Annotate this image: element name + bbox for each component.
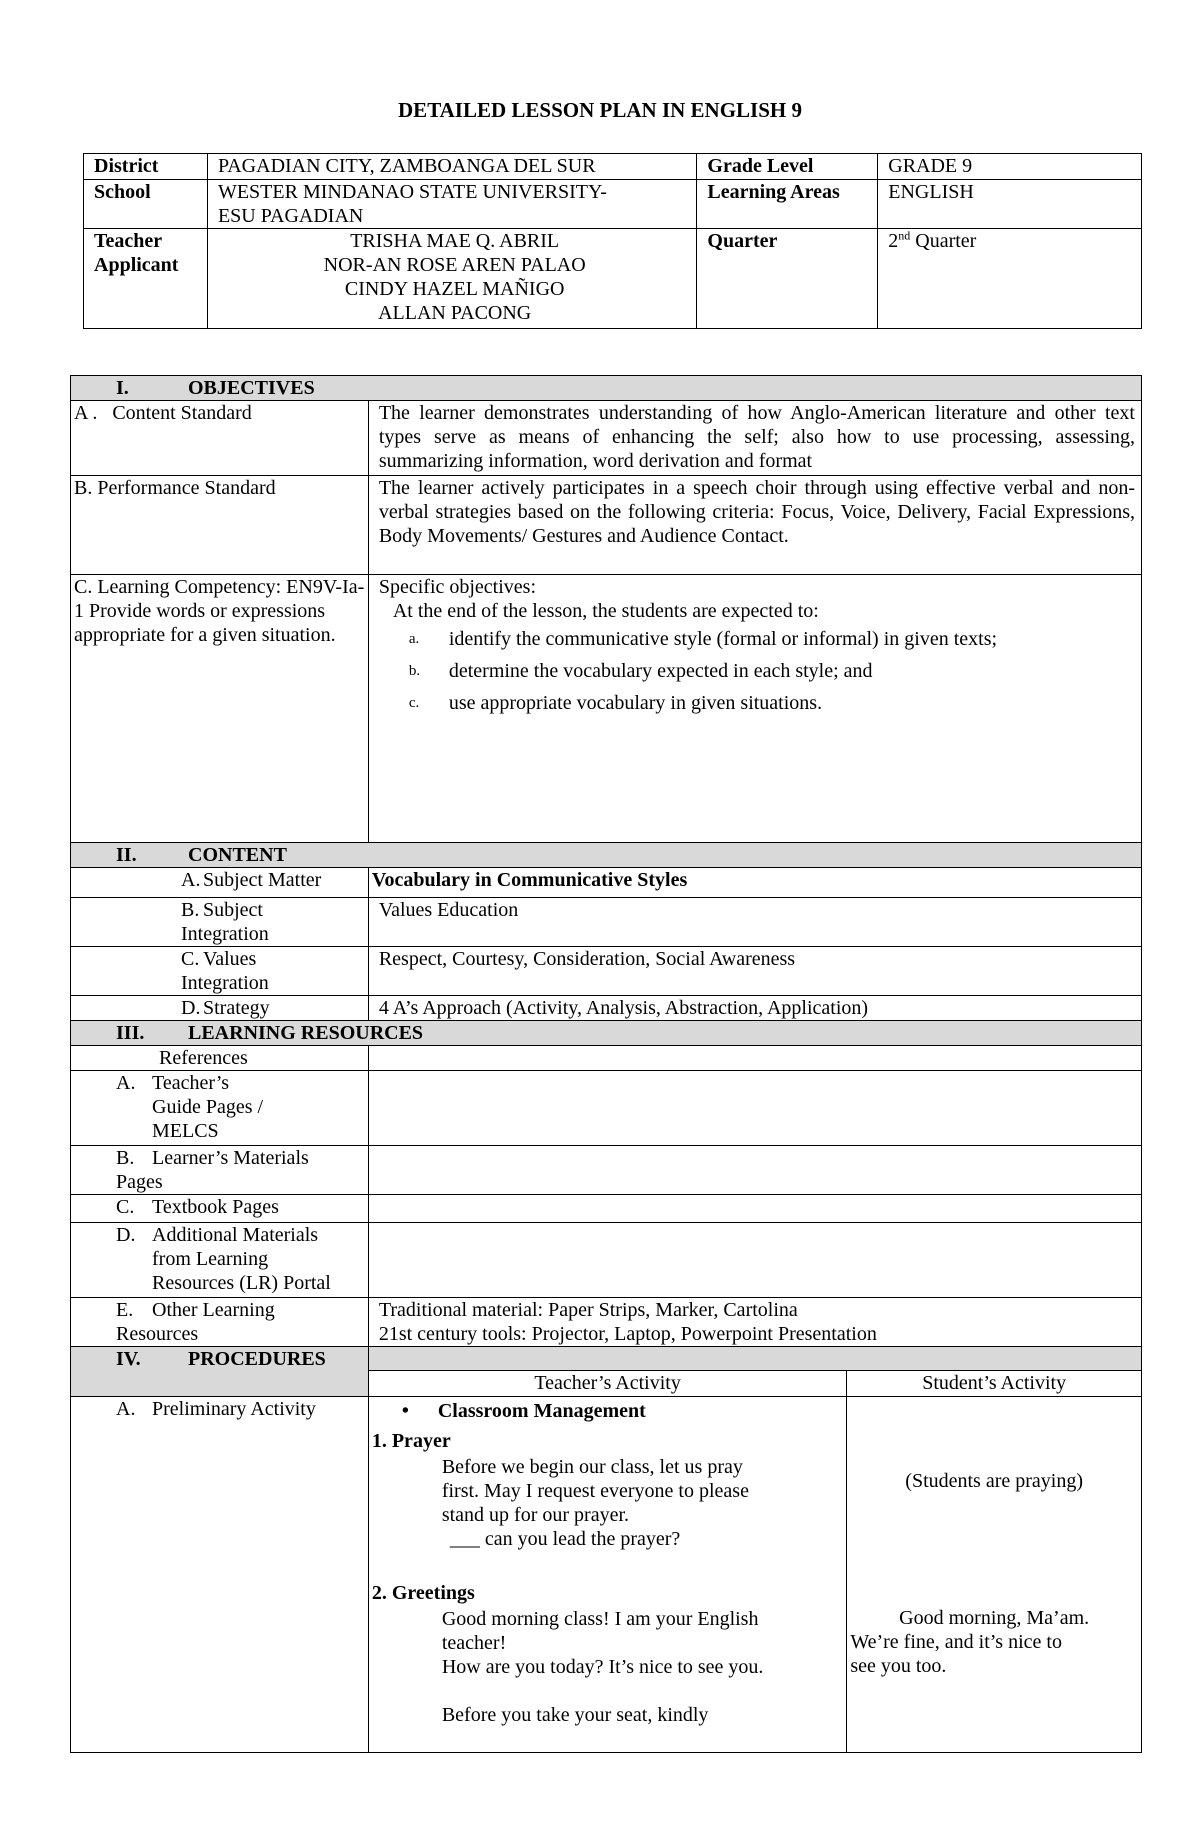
grade-level-label: Grade Level xyxy=(697,154,878,180)
greetings-line: How are you today? It’s nice to see you. xyxy=(441,1656,764,1678)
prayer-line: stand up for our prayer. xyxy=(441,1504,630,1526)
learning-competency: C. Learning Competency: EN9V-Ia-1 Provide words or expressions appropriate for a given situation. xyxy=(71,575,369,843)
performance-standard-text: The learner actively participates in a speech choir through using effective verbal and non-verbal strategies based on the following criteria: Focus, Voice, Delivery, Facial Expressions, Body Movements/ Gestures and Audience Contact. xyxy=(368,476,1141,575)
specific-objectives-label: Specific objectives: xyxy=(378,576,537,598)
prayer-heading: 1. Prayer xyxy=(371,1430,451,1452)
list-item-text: identify the communicative style (formal or informal) in given texts; xyxy=(448,628,998,650)
teacher-activity-header: Teacher’s Activity xyxy=(368,1371,846,1397)
classroom-management xyxy=(372,1399,843,1423)
quarter-label: Quarter xyxy=(697,229,878,329)
quarter-word: Quarter xyxy=(915,230,977,252)
school-value-line-1: WESTER MINDANAO STATE UNIVERSITY- xyxy=(217,181,607,203)
procedures-heading xyxy=(71,1347,369,1397)
item-label-line-2: from Learning xyxy=(152,1248,269,1270)
item-label-line-2: Resources xyxy=(116,1323,199,1345)
list-marker: b. xyxy=(408,663,421,679)
additional-materials-label xyxy=(71,1223,369,1298)
item-label: Preliminary Activity xyxy=(152,1398,316,1420)
teacher-name: NOR-AN ROSE AREN PALAO xyxy=(323,254,586,276)
subject-integration-value: Values Education xyxy=(368,898,1141,947)
item-label: Subject Matter xyxy=(203,869,322,891)
other-resources-value xyxy=(368,1298,1141,1347)
lesson-plan-table xyxy=(70,375,1142,1753)
subject-matter-value: Vocabulary in Communicative Styles xyxy=(368,868,1141,898)
content-standard-text: The learner demonstrates understanding of how Anglo-American literature and other text types serve as means of enhancing the self; also how to use processing, assessing, summarizing information, word derivation and format xyxy=(368,401,1141,476)
teacher-applicant-label xyxy=(84,229,208,329)
teacher-name: CINDY HAZEL MAÑIGO xyxy=(344,278,565,300)
learner-materials-value xyxy=(368,1146,1141,1195)
list-item xyxy=(409,627,1138,651)
bullet-icon: • xyxy=(401,1400,409,1422)
quarter-suffix: nd xyxy=(898,228,911,243)
student-prayer-response: (Students are praying) xyxy=(905,1470,1084,1492)
district-value: PAGADIAN CITY, ZAMBOANGA DEL SUR xyxy=(207,154,696,180)
item-marker: D. xyxy=(181,997,201,1019)
references-value xyxy=(368,1046,1141,1071)
school-value xyxy=(207,180,696,229)
content-standard-mark: A . xyxy=(74,402,98,424)
teacher-label-line-2: Applicant xyxy=(94,254,179,276)
item-label-line-2: Integration xyxy=(181,923,269,945)
student-greeting-line-3: see you too. xyxy=(850,1655,947,1677)
strategy-value: 4 A’s Approach (Activity, Analysis, Abstraction, Application) xyxy=(368,996,1141,1021)
teacher-names xyxy=(207,229,696,329)
classroom-management-label: Classroom Management xyxy=(437,1400,646,1422)
century-tools-line: 21st century tools: Projector, Laptop, Powerpoint Presentation xyxy=(378,1323,877,1345)
section-number: I. xyxy=(116,377,129,399)
item-label: Teacher’s xyxy=(152,1072,230,1094)
list-item xyxy=(409,691,1138,715)
section-number: II. xyxy=(116,844,137,866)
greetings-line: Good morning class! I am your English xyxy=(441,1608,759,1630)
item-marker: A. xyxy=(116,1398,136,1420)
traditional-material-line: Traditional material: Paper Strips, Marker, Cartolina xyxy=(378,1299,798,1321)
lesson-info-table xyxy=(83,153,1142,329)
teacher-guide-value xyxy=(368,1071,1141,1146)
school-value-line-2: ESU PAGADIAN xyxy=(217,205,364,227)
values-integration-label xyxy=(71,947,369,996)
item-label-line-2: Integration xyxy=(181,972,269,994)
item-label: Additional Materials xyxy=(152,1224,319,1246)
item-label-line-3: MELCS xyxy=(152,1120,219,1142)
section-number: III. xyxy=(116,1022,145,1044)
specific-objectives xyxy=(368,575,1141,843)
textbook-pages-value xyxy=(368,1195,1141,1223)
page-title: DETAILED LESSON PLAN IN ENGLISH 9 xyxy=(398,98,802,122)
greetings-line: teacher! xyxy=(441,1632,507,1654)
strategy-label xyxy=(71,996,369,1021)
learning-areas-value: ENGLISH xyxy=(878,180,1142,229)
item-label-line-2: Pages xyxy=(116,1171,163,1193)
item-label: Textbook Pages xyxy=(152,1196,279,1218)
student-greeting-line-2: We’re fine, and it’s nice to xyxy=(850,1631,1062,1653)
quarter-value xyxy=(878,229,1142,329)
objectives-heading xyxy=(71,376,1142,401)
teacher-label-line-1: Teacher xyxy=(94,230,163,252)
list-item-text: determine the vocabulary expected in each style; and xyxy=(448,660,873,682)
item-marker: A. xyxy=(181,869,201,891)
item-marker: E. xyxy=(116,1299,134,1321)
additional-materials-value xyxy=(368,1223,1141,1298)
quarter-number: 2 xyxy=(888,230,899,252)
school-label: School xyxy=(84,180,208,229)
greetings-line: Before you take your seat, kindly xyxy=(441,1704,709,1726)
greetings-text xyxy=(372,1607,843,1727)
item-marker: B. xyxy=(116,1147,135,1169)
item-label: Strategy xyxy=(203,997,270,1019)
section-number: IV. xyxy=(116,1348,141,1370)
student-activity-cell xyxy=(847,1397,1142,1753)
list-marker: c. xyxy=(408,695,420,711)
student-greeting-line-1: Good morning, Ma’am. xyxy=(899,1607,1090,1629)
teacher-name: TRISHA MAE Q. ABRIL xyxy=(350,230,560,252)
specific-objectives-intro: At the end of the lesson, the students are expected to: xyxy=(392,600,819,622)
teacher-guide-label xyxy=(71,1071,369,1146)
performance-standard-label: B. Performance Standard xyxy=(71,476,369,575)
district-label: District xyxy=(84,154,208,180)
prayer-blank-line: ___ can you lead the prayer? xyxy=(449,1528,681,1550)
prayer-line: first. May I request everyone to please xyxy=(441,1480,749,1502)
values-integration-value: Respect, Courtesy, Consideration, Social Awareness xyxy=(368,947,1141,996)
item-label-line-3: Resources (LR) Portal xyxy=(152,1272,331,1294)
item-label: Other Learning xyxy=(152,1299,275,1321)
item-marker: A. xyxy=(116,1072,136,1094)
greetings-heading: 2. Greetings xyxy=(371,1582,475,1604)
textbook-pages-label xyxy=(71,1195,369,1223)
student-activity-header: Student’s Activity xyxy=(847,1371,1142,1397)
item-label-line-2: Guide Pages / xyxy=(152,1096,264,1118)
subject-matter-label xyxy=(71,868,369,898)
other-resources-label xyxy=(71,1298,369,1347)
preliminary-activity-label xyxy=(71,1397,369,1753)
learner-materials-label xyxy=(71,1146,369,1195)
prayer-line: Before we begin our class, let us pray xyxy=(441,1456,743,1478)
content-standard-label xyxy=(71,401,369,476)
content-standard-label-text: Content Standard xyxy=(112,402,252,424)
section-title: LEARNING RESOURCES xyxy=(188,1022,424,1044)
grade-level-value: GRADE 9 xyxy=(878,154,1142,180)
list-item-text: use appropriate vocabulary in given situations. xyxy=(448,692,823,714)
teacher-name: ALLAN PACONG xyxy=(378,302,532,324)
section-title: PROCEDURES xyxy=(188,1348,326,1370)
learning-resources-heading xyxy=(71,1021,1142,1046)
references-label: References xyxy=(71,1046,369,1071)
item-marker: C. xyxy=(181,948,200,970)
specific-objectives-list xyxy=(379,627,1138,715)
item-label: Subject xyxy=(203,899,263,921)
section-title: CONTENT xyxy=(188,844,287,866)
procedures-heading-fill xyxy=(368,1347,1141,1371)
learning-areas-label: Learning Areas xyxy=(697,180,878,229)
item-label: Values xyxy=(203,948,257,970)
section-title: OBJECTIVES xyxy=(188,377,315,399)
subject-integration-label xyxy=(71,898,369,947)
item-label: Learner’s Materials xyxy=(152,1147,309,1169)
list-item xyxy=(409,659,1138,683)
teacher-activity-cell xyxy=(368,1397,846,1753)
item-marker: C. xyxy=(116,1196,135,1218)
content-heading xyxy=(71,843,1142,868)
prayer-text xyxy=(372,1455,843,1551)
item-marker: D. xyxy=(116,1224,136,1246)
item-marker: B. xyxy=(181,899,200,921)
list-marker: a. xyxy=(408,631,420,647)
